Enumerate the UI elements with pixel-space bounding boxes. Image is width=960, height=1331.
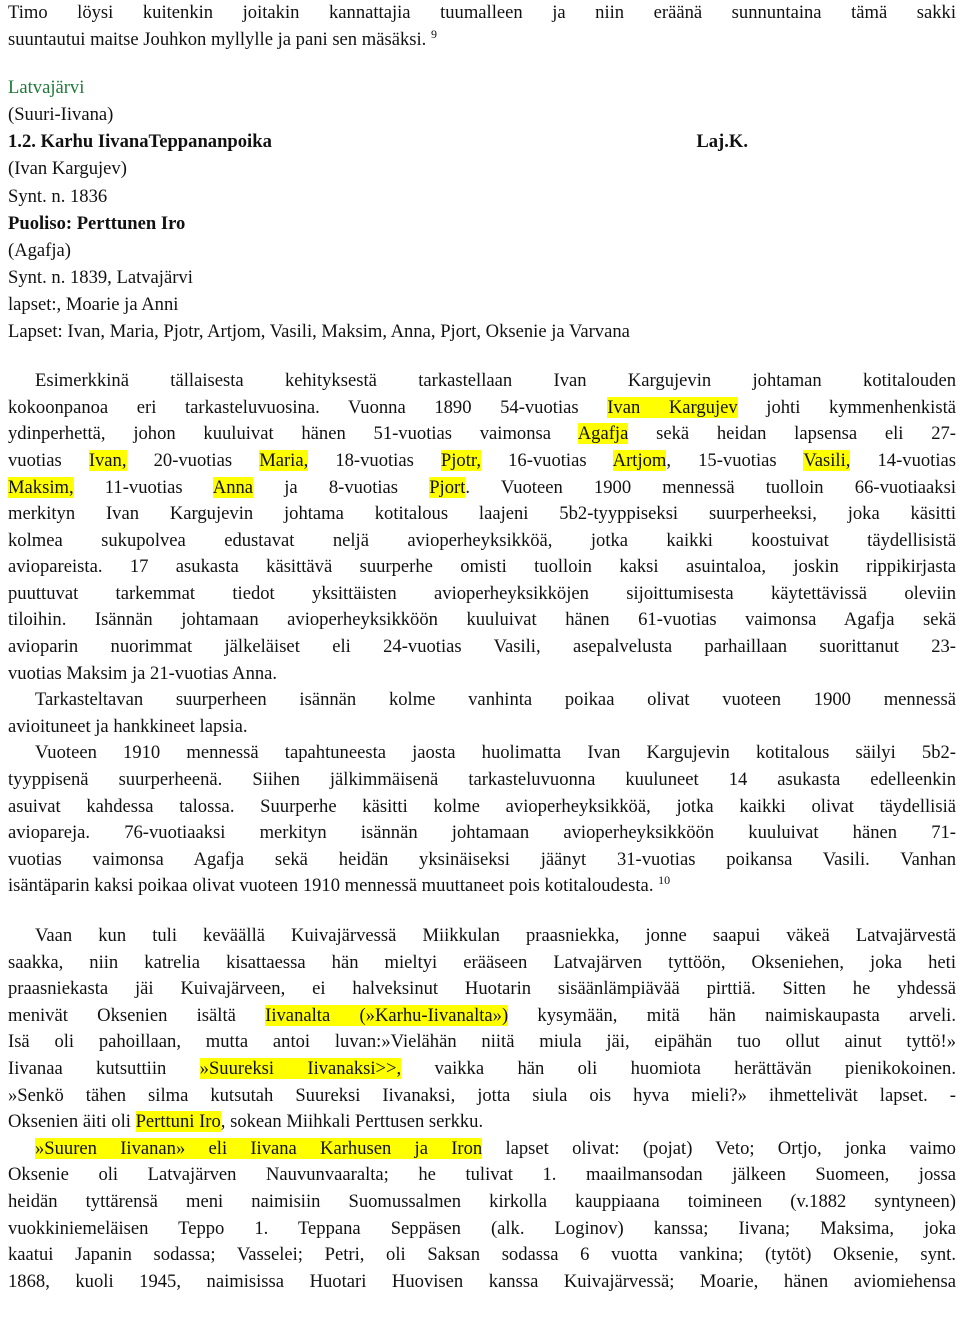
footnote-ref: 9 bbox=[430, 26, 437, 41]
text-line: kaatui Japanin sodassa; Vasselei; Petri, oli Saksan sodassa 6 vuotta vankina; (tytöt) Oksenie, synt. bbox=[8, 1244, 956, 1266]
highlight: Maria, bbox=[259, 449, 309, 471]
text-line: merkityn Ivan Kargujevin johtama kotitalous laajeni 5b2-tyyppiseksi suurperheeksi, joka käsitti bbox=[8, 503, 956, 525]
text-line: avioparin nuorimmat jälkeläiset eli 24-vuotias Vasili, asepalvelusta parhaillaan suorittanut 23- bbox=[8, 636, 956, 658]
text-line: vuotias Maksim ja 21-vuotias Anna. bbox=[8, 662, 278, 684]
paragraph-marriage-story bbox=[8, 923, 956, 1136]
highlight: »Suureksi Iivanaksi>>, bbox=[199, 1057, 402, 1079]
text-line: ydinperhettä, johon kuuluivat hänen 51-vuotias vaimonsa Agafja sekä heidan lapsensa eli 27- bbox=[8, 423, 956, 445]
text-line: aviopareista. 17 asukasta käsittävä suurperhe omisti tuolloin kaksi asuintaloa, joskin rippikirjasta bbox=[8, 556, 956, 578]
text-line: Vaan kun tuli keväällä Kuivajärvessä Miikkulan praasniekka, jonne saapui väkeä Latvajärvestä bbox=[35, 925, 956, 946]
text-line: vuokkiniemeläisen Teppo 1. Teppana Seppäsen (alk. Loginov) kanssa; Iivana; Maksima, joka bbox=[8, 1217, 956, 1239]
entry-children: Lapset: Ivan, Maria, Pjotr, Artjom, Vasili, Maksim, Anna, Pjort, Oksenie ja Varvana bbox=[8, 321, 630, 343]
entry-spouse: Puoliso: Perttunen Iro bbox=[8, 212, 186, 234]
highlight: Perttuni Iro bbox=[135, 1111, 221, 1133]
highlight: Pjotr, bbox=[440, 449, 481, 471]
text-line: tiloihin. Isännän johtamaan avioperheyksikköön kuuluivat hänen 61-vuotias vaimonsa Agafja sekä bbox=[8, 609, 956, 631]
entry-alias: (Suuri-Iivana) bbox=[8, 104, 114, 126]
text-line: 1868, kuoli 1945, naimisissa Huotari Huovisen kanssa Kuivajärvessä; Moarie, hänen aviomiehensa bbox=[8, 1270, 956, 1292]
text-line: Esimerkkinä tällaisesta kehityksestä tarkastellaan Ivan Kargujevin johtaman kotitalouden bbox=[35, 370, 956, 392]
highlight: Vasili, bbox=[803, 449, 851, 471]
text-line: Vuoteen 1910 mennessä tapahtuneesta jaosta huolimatta Ivan Kargujevin kotitalous säilyi 5b2- bbox=[35, 742, 956, 764]
text-line: Isä oli pahoillaan, mutta antoi luvan:»Vielähän niitä miula jäi, eipähän tuo ollut ainut tyttö!» bbox=[8, 1031, 956, 1053]
intro-line bbox=[8, 27, 956, 54]
paragraph-household-1890 bbox=[8, 368, 956, 687]
text-line: vuotias vaimonsa Agafja sekä heidän yksinäiseksi jäänyt 31-vuotias poikansa Vasili. Vanhan bbox=[8, 848, 956, 870]
text-line: saakka, niin katrelia kisattaessa hän mieltyi erääseen Latvajärven tyttöön, Okseniehen, joka heti bbox=[8, 951, 956, 973]
text-line: Tarkasteltavan suurperheen isännän kolme vanhinta poikaa olivat vuoteen 1900 mennessä bbox=[35, 689, 956, 711]
entry-spouse-birth: Synt. n. 1839, Latvajärvi bbox=[8, 266, 193, 288]
text-line: isäntäparin kaksi poikaa olivat vuoteen 1910 mennessä muuttaneet pois kotitaloudesta. $^{10}$ bbox=[8, 873, 671, 897]
document-page bbox=[8, 0, 956, 1295]
entry-name: 1.2. Karhu IivanaTeppananpoika bbox=[8, 131, 272, 153]
text-line: puuttuvat tarkemmat tiedot yksittäisten avioperheyksikköjen sijoittumisesta käytettävissä oleviin bbox=[8, 582, 956, 604]
entry-code: Laj.K. bbox=[696, 131, 748, 153]
paragraph-children-list bbox=[8, 1136, 956, 1296]
text-line: »Senkö tähen silma kutsutah Suureksi Iivanaksi, jotta siula ois hyva mieli?» ihmettelivät lapset. - bbox=[8, 1084, 956, 1106]
entry-spouse-russian: (Agafja) bbox=[8, 239, 71, 261]
footnote-ref: 10 bbox=[658, 873, 671, 888]
entry-lapset-short: lapset:, Moarie ja Anni bbox=[8, 293, 179, 315]
text-line: vuotias Ivan, 20-vuotias Maria, 18-vuotias Pjotr, 16-vuotias Artjom, 15-vuotias Vasili, 14-vuotias bbox=[8, 449, 956, 471]
highlight: Iivanalta (»Karhu-Iivanalta») bbox=[265, 1004, 509, 1026]
highlight: Pjort bbox=[429, 476, 466, 498]
genealogy-entry bbox=[8, 74, 956, 345]
text-line: heidän tyttärensä meni naimisiin Suomussalmen kirkolla kauppiaana toimineen (v.1882 syntyneen) bbox=[8, 1190, 956, 1212]
entry-russian-name: (Ivan Kargujev) bbox=[8, 158, 127, 180]
text-line: kolmea sukupolvea edustavat neljä avioperheyksikköä, jotka kaikki koostuivat täydellisistä bbox=[8, 529, 956, 551]
text-line: Oksenie oli Latvajärven Nauvunvaaralta; he tulivat 1. maailmansodan jälkeen Suomeen, jossa bbox=[8, 1164, 956, 1186]
entry-birth: Synt. n. 1836 bbox=[8, 185, 108, 207]
text-line: »Suuren Iivanan» eli Iivana Karhusen ja Iron lapset olivat: (pojat) Veto; Ortjo, jonka vaimo bbox=[35, 1137, 956, 1159]
intro-text: suuntautui maitse Jouhkon myllylle ja pani sen mäsäksi. bbox=[8, 28, 427, 50]
highlight: Ivan, bbox=[88, 449, 127, 471]
village-name: Latvajärvi bbox=[8, 77, 85, 99]
text-line: Oksenien äiti oli Perttuni Iro, sokean Miihkali Perttusen serkku. bbox=[8, 1111, 484, 1133]
text-line: avioituneet ja hankkineet lapsia. bbox=[8, 715, 248, 737]
text-line: aviopareja. 76-vuotiaaksi merkityn isännän johtamaan avioperheyksikköön kuuluivat hänen 71- bbox=[8, 822, 956, 844]
intro-line: Timo löysi kuitenkin joitakin kannattajia tuumalleen ja niin eräänä sunnuntaina tämä sakki bbox=[8, 2, 956, 23]
text-line: asuivat kahdessa talossa. Suurperhe käsitti kolme avioperheyksikköä, jotka kaikki olivat täydellisiä bbox=[8, 795, 956, 817]
text-line: kokoonpanoa eri tarkasteluvuosina. Vuonna 1890 54-vuotias Ivan Kargujev johti kymmenhenkistä bbox=[8, 396, 956, 418]
text-line: Maksim, 11-vuotias Anna ja 8-vuotias Pjort. Vuoteen 1900 mennessä tuolloin 66-vuotiaaksi bbox=[8, 476, 956, 498]
highlight: Maksim, bbox=[8, 476, 74, 498]
highlight: Agafja bbox=[577, 423, 629, 445]
highlight: Ivan Kargujev bbox=[607, 396, 738, 418]
text-line: tyyppisenä suurperheenä. Siihen jälkimmäisenä tarkasteluvuonna kuuluneet 14 asukasta edelleenkin bbox=[8, 769, 956, 791]
highlight: Artjom bbox=[612, 449, 667, 471]
text-line: Iivanaa kutsuttiin »Suureksi Iivanaksi>>, vaikka hän oli huomiota herättävän pienikokoinen. bbox=[8, 1057, 956, 1079]
entry-header bbox=[8, 128, 748, 155]
text-line: praasniekasta jäi Kuivajärveen, ei halveksinut Huotarin sisäänlämpiävää pirttiä. Sitten he yhdessä bbox=[8, 978, 956, 1000]
paragraph-household-1910 bbox=[8, 740, 956, 900]
highlight: Anna bbox=[212, 476, 254, 498]
highlight: »Suuren Iivanan» eli Iivana Karhusen ja Iron bbox=[35, 1137, 483, 1159]
paragraph-sons bbox=[8, 687, 956, 740]
text-line: menivät Oksenien isältä Iivanalta (»Karhu-Iivanalta») kysymään, mitä hän naimiskaupasta arveli. bbox=[8, 1004, 956, 1026]
